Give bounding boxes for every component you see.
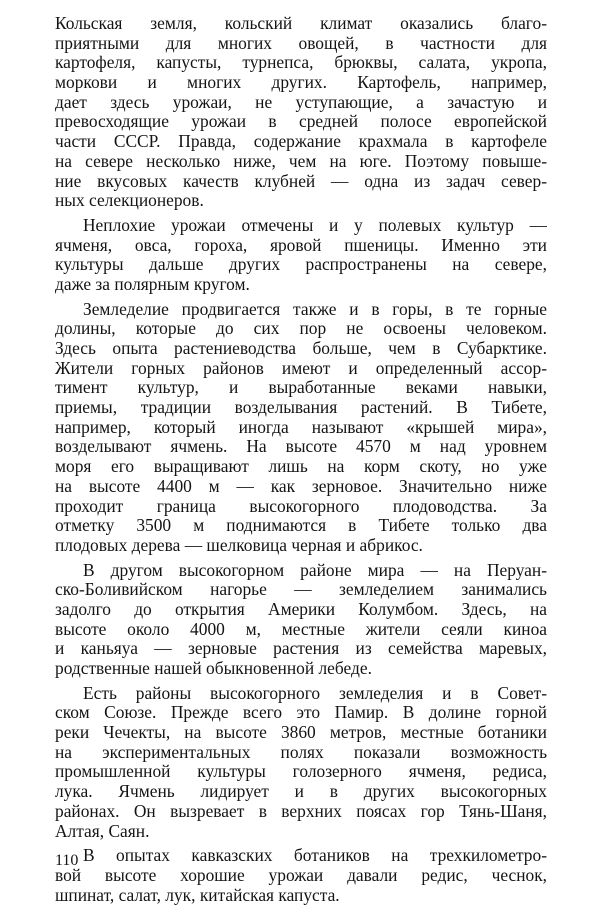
text-line: приемы, традиции возделывания растений. В Тибете, (55, 398, 547, 418)
text-line: задолго до открытия Америки Колумбом. Здесь, на (55, 599, 547, 619)
text-line: проходит граница высокогорного плодоводства. За (55, 496, 547, 516)
text-line: лука. Ячмень лидирует и в других высокогорных (55, 782, 547, 802)
text-line: высоте около 4000 м, местные жители сеяли киноа (55, 619, 547, 639)
text-line: тимент культур, и выработанные веками навыки, (55, 378, 547, 398)
text-line: моркови и многих других. Картофель, например, (55, 73, 547, 93)
text-line: ячменя, овса, гороха, яровой пшеницы. Именно эти (55, 235, 547, 255)
text-line: ско-Боливийском нагорье — земледелием занимались (55, 580, 547, 600)
page-number: 110 (55, 852, 79, 869)
text-line: и каньяуа — зерновые растения из семейства маревых, (55, 639, 547, 659)
text-line: например, который иногда называют «крышей мира», (55, 417, 547, 437)
text-line: Есть районы высокогорного земледелия и в Совет- (83, 683, 547, 703)
text-line: промышленной культуры голозерного ячменя, редиса, (55, 762, 547, 782)
text-line: возделывают ячмень. На высоте 4570 м над уровнем (55, 437, 547, 457)
paragraph (55, 561, 547, 679)
text-line: реки Чечекты, на высоте 3860 метров, местные ботаники (55, 723, 547, 743)
text-line: шпинат, салат, лук, китайская капуста. (55, 885, 340, 905)
text-line: приятными для многих овощей, в частности для (55, 33, 547, 53)
text-line: долины, которые до сих пор не освоены человеком. (55, 319, 547, 339)
text-line: отметку 3500 м поднимаются в Тибете только два (55, 516, 547, 536)
text-line: Кольская земля, кольский климат оказались благо- (55, 14, 547, 33)
text-line: В опытах кавказских ботаников на трехкилометро- (83, 846, 547, 866)
text-line: части СССР. Правда, содержание крахмала в картофеле (55, 132, 547, 152)
paragraph (55, 216, 547, 295)
text-line: Жители горных районов имеют и определенный ассор- (55, 358, 547, 378)
text-line: культуры дальше других распространены на севере, (55, 255, 547, 275)
text-line: на экспериментальных полях показали возможность (55, 742, 547, 762)
text-line: ском Союзе. Прежде всего это Памир. В долине горной (55, 703, 547, 723)
text-line: родственные нашей обыкновенной лебеде. (55, 659, 372, 678)
text-line: картофеля, капусты, турнепса, брюквы, салата, укропа, (55, 53, 547, 73)
text-line: плодовых дерева — шелковица черная и абрикос. (55, 535, 423, 555)
paragraph (55, 846, 547, 905)
text-line: Алтая, Саян. (55, 821, 150, 841)
text-line: даже за полярным кругом. (55, 274, 250, 294)
paragraph (55, 300, 547, 556)
text-line: ние вкусовых качеств клубней — одна из задач север- (55, 171, 547, 191)
text-line: на севере несколько ниже, чем на юге. Поэтому повыше- (55, 151, 547, 171)
text-line: районах. Он вызревает в верхних поясах гор Тянь-Шаня, (55, 801, 547, 821)
text-line: Неплохие урожаи отмечены и у полевых культур — (83, 215, 547, 235)
text-line: Здесь опыта растениеводства больше, чем в Субарктике. (55, 339, 547, 358)
text-line: Земледелие продвигается также и в горы, в те горные (83, 299, 547, 319)
text-line: дает здесь урожаи, не уступающие, а зачастую и (55, 92, 547, 112)
page-body (55, 14, 547, 910)
text-line: на высоте 4400 м — как зерновое. Значительно ниже (55, 476, 547, 496)
text-line: превосходящие урожаи в средней полосе европейской (55, 112, 547, 132)
paragraph (55, 14, 547, 211)
text-line: ных селекционеров. (55, 191, 204, 211)
paragraph (55, 684, 547, 842)
text-line: В другом высокогорном районе мира — на Перуан- (83, 560, 547, 580)
text-line: вой высоте хорошие урожаи давали редис, чеснок, (55, 865, 547, 885)
text-line: моря его выращивают лишь на корм скоту, но уже (55, 457, 547, 477)
